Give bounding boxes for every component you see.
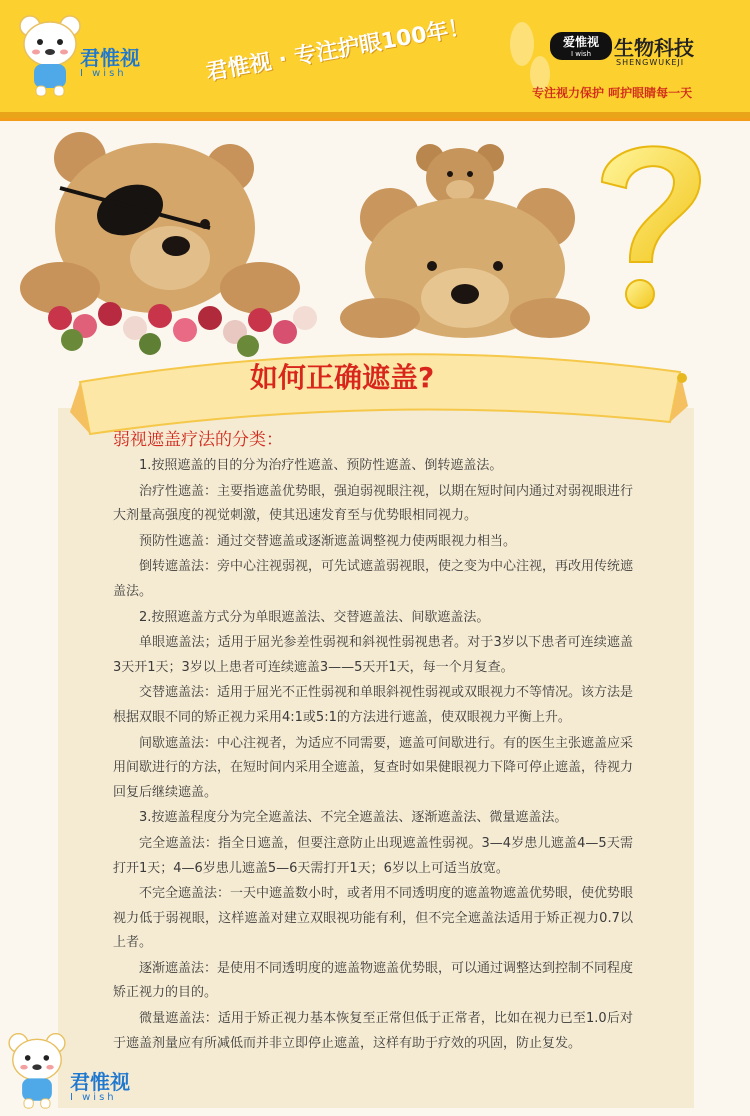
paragraph: 2.按照遮盖方式分为单眼遮盖法、交替遮盖法、间歇遮盖法。 — [139, 609, 490, 625]
paragraph: 治疗性遮盖：主要指遮盖优势眼，强迫弱视眼注视，以期在短时间内通过对弱视眼进行大剂量高强度的视觉刺激，使其迅速发育至与优势眼相同视力。 — [113, 483, 634, 524]
logo-english: I wish — [80, 68, 127, 79]
brand-badge-en: I wish — [570, 50, 592, 58]
bear-mascot-footer — [6, 1030, 68, 1110]
header-logo-text — [80, 48, 140, 79]
paragraph: 3.按遮盖程度分为完全遮盖法、不完全遮盖法、逐渐遮盖法、微量遮盖法。 — [139, 810, 568, 826]
brand-badge — [550, 32, 612, 60]
logo-chinese: 君惟视 — [80, 46, 140, 70]
paragraph: 不完全遮盖法：一天中遮盖数小时，或者用不同透明度的遮盖物遮盖优势眼，使优势眼视力低于弱视眼，这样遮盖对建立双眼视功能有利，但不完全遮盖法适用于矫正视力0.7以上者。 — [113, 886, 634, 951]
paragraph: 单眼遮盖法；适用于屈光参差性弱视和斜视性弱视患者。对于3岁以下患者可连续遮盖3天开1天；3岁以上患者可连续遮盖3——5天开1天，每一个月复查。 — [113, 635, 633, 675]
brand-name-en: SHENGWUKEJI — [616, 58, 685, 67]
footer-logo-text — [70, 1072, 130, 1103]
footer-logo-english: I wish — [70, 1092, 117, 1103]
slogan — [204, 14, 473, 90]
banner-title: 如何正确遮盖? — [250, 361, 435, 394]
paragraph: 微量遮盖法：适用于矫正视力基本恢复至正常但低于正常者，比如在视力已至1.0后对于遮盖剂量应有所减低而并非立即停止遮盖，这样有助于疗效的巩固，防止复发。 — [113, 1011, 633, 1051]
question-mark-icon — [582, 122, 712, 322]
slogan-text: 君惟视 · 专注护眼100年！ — [204, 14, 473, 86]
footer-logo-chinese: 君惟视 — [70, 1070, 130, 1094]
paragraph: 预防性遮盖：通过交替遮盖或逐渐遮盖调整视力使两眼视力相当。 — [139, 533, 517, 549]
paragraph: 倒转遮盖法：旁中心注视弱视，可先试遮盖弱视眼，使之变为中心注视，再改用传统遮盖法。 — [113, 559, 634, 599]
header-tagline: 专注视力保护 呵护眼睛每一天 — [532, 86, 693, 100]
paragraph: 间歇遮盖法：中心注视者，为适应不同需要，遮盖可间歇进行。有的医生主张遮盖应采用间歇进行的方法，在短时间内采用全遮盖，复查时如果健眼视力下降可停止遮盖，待视力回复后继续遮盖。 — [113, 735, 634, 800]
brand-name-cn: 生物科技 — [614, 36, 694, 60]
bear-with-eyepatch — [20, 132, 300, 314]
paragraph: 完全遮盖法：指全日遮盖，但要注意防止出现遮盖性弱视。3—4岁患儿遮盖4—5天需打开1天；4—6岁患儿遮盖5—6天需打开1天；6岁以上可适当放宽。 — [113, 835, 633, 876]
two-stacked-bears — [340, 144, 590, 338]
section-title: 弱视遮盖疗法的分类： — [113, 430, 283, 450]
bear-mascot-logo — [18, 12, 82, 98]
header-bar — [0, 0, 750, 121]
paragraph: 逐渐遮盖法：是使用不同透明度的遮盖物遮盖优势眼，可以通过调整达到控制不同程度矫正视力的目的。 — [113, 960, 634, 1001]
paragraph: 交替遮盖法：适用于屈光不正性弱视和单眼斜视性弱视或双眼视力不等情况。该方法是根据双眼不同的矫正视力采用4:1或5:1的方法进行遮盖，使双眼视力平衡上升。 — [113, 685, 634, 725]
paragraph: 1.按照遮盖的目的分为治疗性遮盖、预防性遮盖、倒转遮盖法。 — [139, 458, 503, 473]
article-content — [113, 428, 633, 1057]
brand-badge-cn: 爱惟视 — [562, 35, 599, 49]
